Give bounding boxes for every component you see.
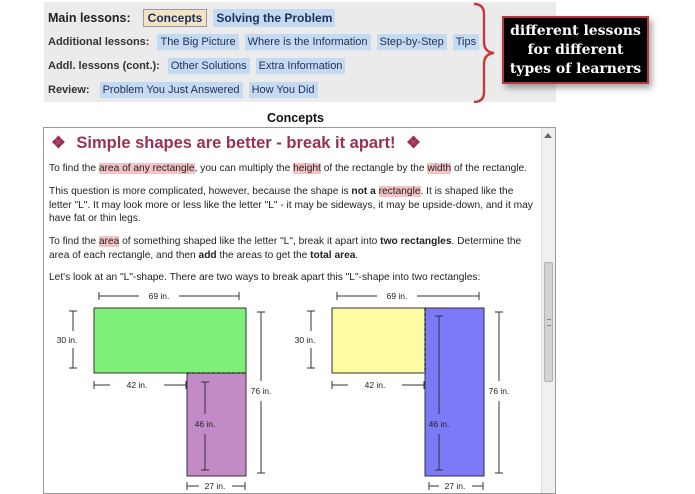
- scrollbar-grip-icon: [547, 319, 551, 326]
- text: To find the: [49, 163, 99, 174]
- bold-term: not a: [351, 186, 376, 197]
- text: of the rectangle.: [451, 163, 528, 174]
- highlight-term: height: [293, 163, 321, 174]
- additional-lessons-row: [48, 32, 485, 52]
- tab-tips[interactable]: Tips: [453, 34, 479, 50]
- text: .: [355, 249, 359, 261]
- callout-line-2: for different: [527, 42, 624, 58]
- dimension-label-bottom: 27 in.: [444, 481, 466, 491]
- yellow-rectangle: [332, 308, 425, 373]
- lesson-heading-text: Simple shapes are better - break it apart!: [76, 134, 396, 152]
- bold-term: add: [198, 249, 217, 261]
- tab-other-solutions[interactable]: Other Solutions: [168, 58, 250, 74]
- text: of the rectangle by the: [320, 163, 428, 174]
- section-title: Concepts: [267, 111, 324, 125]
- tab-where-is-the-information[interactable]: Where is the Information: [245, 34, 371, 50]
- bold-term: total area: [310, 249, 356, 261]
- callout-line-1: different lessons: [510, 23, 641, 39]
- scrollbar-thumb[interactable]: [544, 262, 553, 382]
- text: To find the: [49, 236, 99, 247]
- review-label: Review:: [48, 84, 90, 96]
- text: the areas to get the: [216, 249, 311, 261]
- review-row: [48, 80, 324, 100]
- text: This question is more complicated, however, because the shape is: [49, 186, 352, 197]
- diamond-bullet-icon: ❖: [51, 134, 66, 152]
- tab-how-you-did[interactable]: How You Did: [249, 82, 318, 98]
- dimension-label-inner: 46 in.: [428, 419, 450, 429]
- dimension-label-left: 30 in.: [56, 335, 78, 345]
- dimension-label-left: 30 in.: [294, 335, 316, 345]
- paragraph-2: [49, 185, 537, 226]
- dimension-label-right: 76 in.: [488, 386, 510, 396]
- annotation-callout: [502, 16, 649, 84]
- tab-extra-information[interactable]: Extra Information: [256, 58, 346, 74]
- l-shape-diagrams: [44, 286, 541, 494]
- main-lessons-label: Main lessons:: [48, 11, 131, 25]
- highlight-term: width: [427, 163, 452, 174]
- scroll-up-arrow-icon[interactable]: [544, 133, 552, 138]
- additional-lessons-cont-row: [48, 56, 351, 76]
- dimension-label-top: 69 in.: [148, 291, 170, 301]
- dimension-label-middle: 42 in.: [364, 380, 386, 390]
- additional-lessons-cont-label: Addl. lessons (cont.):: [48, 60, 160, 72]
- paragraph-4: Let's look at an "L"-shape. There are two ways to break apart this "L"-shape into two rectangles:: [49, 272, 481, 283]
- tab-the-big-picture[interactable]: The Big Picture: [157, 34, 238, 50]
- tab-solving-the-problem[interactable]: Solving the Problem: [213, 9, 335, 27]
- paragraph-1: [49, 162, 537, 176]
- additional-lessons-label: Additional lessons:: [48, 36, 150, 48]
- text: . Determine the area of each rectangle, and then: [49, 236, 522, 261]
- blue-rectangle: [425, 308, 484, 476]
- highlight-term: area: [98, 236, 120, 247]
- bold-term: two rectangles: [380, 236, 452, 247]
- tab-step-by-step[interactable]: Step-by-Step: [377, 34, 447, 50]
- text: , you can multiply the: [194, 163, 294, 174]
- highlight-term: rectangle: [378, 186, 421, 197]
- green-rectangle: [94, 308, 246, 373]
- tab-concepts[interactable]: Concepts: [143, 9, 208, 27]
- dimension-label-inner: 46 in.: [194, 419, 216, 429]
- vertical-scrollbar[interactable]: [541, 128, 556, 493]
- dimension-label-top: 69 in.: [386, 291, 408, 301]
- dimension-label-bottom: 27 in.: [204, 481, 226, 491]
- lesson-content: [44, 128, 541, 494]
- callout-line-3: types of learners: [509, 61, 642, 77]
- dimension-label-right: 76 in.: [250, 386, 272, 396]
- text: of something shaped like the letter "L", break it apart into: [119, 236, 381, 247]
- paragraph-3: [49, 235, 537, 262]
- diamond-bullet-icon: ❖: [406, 134, 421, 152]
- lesson-heading: [51, 133, 421, 153]
- curly-brace-icon: [470, 2, 500, 104]
- text: . It is shaped like the letter "L". It may look more or less like the letter "L" - it may be sideways, it may be upside-down, and it may have fat or thin legs.: [49, 186, 533, 225]
- dimension-label-middle: 42 in.: [126, 380, 148, 390]
- lesson-panel: [43, 127, 556, 494]
- tab-problem-you-just-answered[interactable]: Problem You Just Answered: [100, 82, 243, 98]
- highlight-term: area of any rectangle: [98, 163, 195, 174]
- main-lessons-row: [48, 8, 341, 28]
